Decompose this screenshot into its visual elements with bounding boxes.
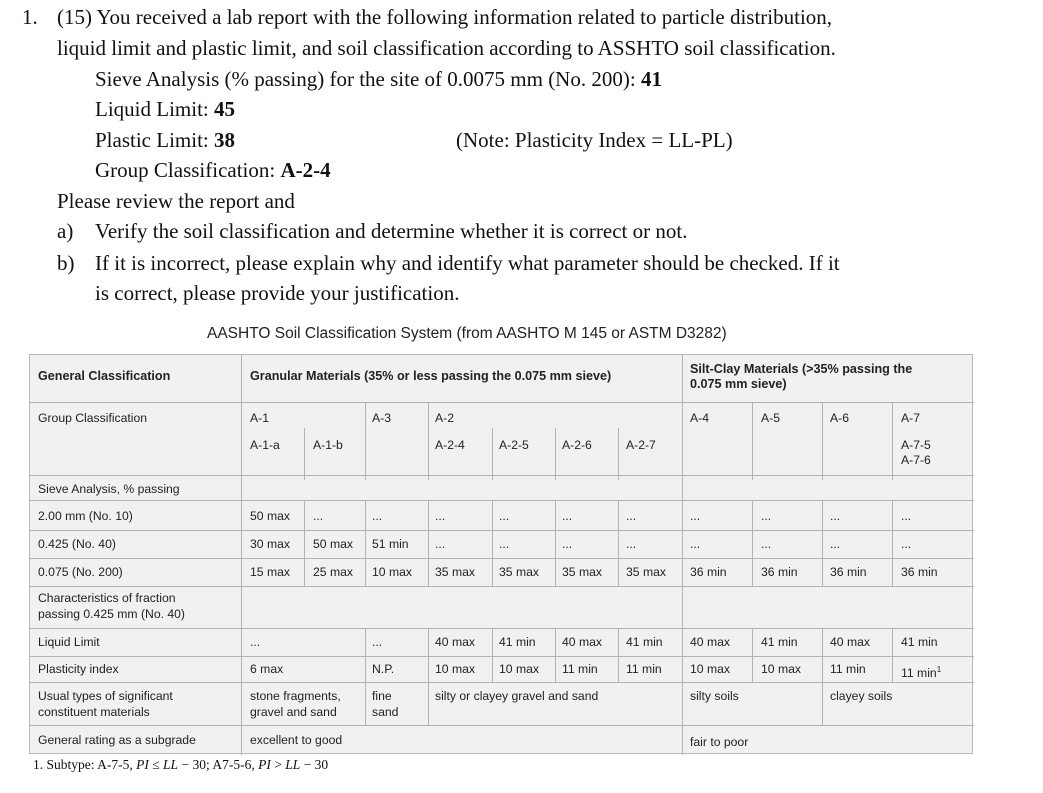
footnote-mark: 1 [936, 665, 942, 674]
plastic-limit-line [95, 125, 235, 155]
header-silt-clay-line-1: Silt-Clay Materials (>35% passing the [690, 362, 913, 376]
table-cell: 10 max [499, 662, 539, 676]
aashto-classification-table [29, 354, 973, 754]
footnote-ll: LL [163, 757, 179, 772]
group-a26: A-2-6 [562, 438, 592, 452]
sieve-analysis-label: Sieve Analysis, % passing [38, 482, 180, 496]
table-cell: 10 max [690, 662, 730, 676]
table-rule [555, 628, 556, 682]
table-rule [752, 500, 753, 586]
table-cell: 51 min [372, 537, 409, 551]
table-rule [492, 628, 493, 682]
table-rule [365, 628, 366, 725]
table-cell [901, 662, 941, 681]
table-rule [428, 628, 429, 725]
cell-value: 11 min [901, 666, 937, 681]
table-rule [618, 428, 619, 480]
table-footnote [33, 757, 328, 773]
characteristics-label-1: Characteristics of fraction [38, 591, 176, 605]
table-rule [892, 500, 893, 586]
table-cell: ... [499, 537, 510, 551]
table-cell: 41 min [499, 635, 536, 649]
table-cell: ... [901, 537, 912, 551]
table-cell: 35 max [562, 565, 602, 579]
table-cell: 11 min [562, 662, 598, 676]
group-a5: A-5 [761, 411, 780, 425]
footnote-op: ≤ [148, 757, 164, 772]
table-cell: 15 max [250, 565, 290, 579]
table-rule [555, 500, 556, 586]
sieve-analysis-line [95, 64, 662, 94]
table-cell: ... [626, 509, 637, 523]
usual-types-label-1: Usual types of significant [38, 689, 173, 703]
clayey-soils: clayey soils [830, 689, 893, 703]
stone-fragments-2: gravel and sand [250, 705, 337, 719]
group-a1a: A-1-a [250, 438, 280, 452]
table-cell: 30 max [250, 537, 290, 551]
review-line: Please review the report and [57, 189, 295, 213]
table-rule [752, 402, 753, 480]
table-cell: 6 max [250, 662, 284, 676]
table-cell: 40 max [435, 635, 475, 649]
table-cell: 50 max [313, 537, 353, 551]
plastic-limit-label: Plastic Limit: [95, 128, 214, 152]
table-cell: 40 max [690, 635, 730, 649]
stone-fragments-1: stone fragments, [250, 689, 341, 703]
row-label: Plasticity index [38, 662, 119, 676]
fine-sand-2: sand [372, 705, 399, 719]
table-cell: ... [761, 509, 772, 523]
table-rule [892, 402, 893, 480]
group-a6: A-6 [830, 411, 849, 425]
table-cell: ... [372, 509, 383, 523]
general-rating-label: General rating as a subgrade [38, 733, 196, 747]
footnote-end: − 30 [300, 757, 329, 772]
table-rule [822, 402, 823, 480]
table-rule [304, 428, 305, 480]
table-rule [428, 402, 429, 480]
table-rule [555, 428, 556, 480]
table-rule [618, 628, 619, 682]
table-rule [365, 500, 366, 586]
table-cell: 36 min [761, 565, 798, 579]
rating-good: excellent to good [250, 733, 343, 747]
table-cell: ... [435, 537, 446, 551]
table-cell: ... [690, 509, 701, 523]
table-cell: 10 max [372, 565, 412, 579]
table-cell: ... [830, 537, 841, 551]
question-line-1: (15) You received a lab report with the following information related to particle distribution, [57, 5, 833, 29]
group-classification-line [95, 155, 331, 185]
footnote-op-2: > [270, 757, 286, 772]
table-rule [241, 355, 242, 755]
row-label: 2.00 mm (No. 10) [38, 509, 133, 523]
table-rule [30, 500, 974, 501]
table-rule [822, 628, 823, 725]
table-rule [492, 428, 493, 480]
group-a4: A-4 [690, 411, 709, 425]
footnote-ll-2: LL [285, 757, 301, 772]
table-cell: 25 max [313, 565, 353, 579]
table-rule [822, 500, 823, 586]
group-classification-value: A-2-4 [280, 158, 331, 182]
group-classification-label: Group Classification [38, 411, 148, 425]
header-silt-clay-line-2: 0.075 mm sieve) [690, 377, 787, 391]
table-cell: 41 min [901, 635, 938, 649]
table-cell: 35 max [435, 565, 475, 579]
table-cell: 41 min [761, 635, 798, 649]
table-rule [428, 500, 429, 586]
rating-poor: fair to poor [690, 735, 749, 749]
table-rule [752, 628, 753, 682]
group-a7: A-7 [901, 411, 920, 425]
part-a-text: Verify the soil classification and determine whether it is correct or not. [95, 219, 688, 243]
table-cell: 10 max [435, 662, 475, 676]
table-cell: 40 max [562, 635, 602, 649]
table-cell: N.P. [372, 662, 395, 676]
header-granular-materials: Granular Materials (35% or less passing the 0.075 mm sieve) [250, 369, 612, 383]
table-cell: ... [562, 537, 573, 551]
group-classification-label: Group Classification: [95, 158, 281, 182]
table-rule [30, 682, 974, 683]
usual-types-label-2: constituent materials [38, 705, 150, 719]
table-cell: 35 max [626, 565, 666, 579]
table-cell: ... [435, 509, 446, 523]
table-cell: ... [499, 509, 510, 523]
liquid-limit-value: 45 [214, 97, 235, 121]
part-b-text-1: If it is incorrect, please explain why and identify what parameter should be checked. If it [95, 251, 840, 275]
row-label: 0.425 (No. 40) [38, 537, 116, 551]
liquid-limit-label: Liquid Limit: [95, 97, 214, 121]
group-a24: A-2-4 [435, 438, 465, 452]
plastic-limit-value: 38 [214, 128, 235, 152]
row-label: Liquid Limit [38, 635, 100, 649]
row-label: 0.075 (No. 200) [38, 565, 123, 579]
table-title: AASHTO Soil Classification System (from AASHTO M 145 or ASTM D3282) [207, 325, 727, 342]
table-cell: 50 max [250, 509, 290, 523]
table-cell: ... [562, 509, 573, 523]
footnote-mid: − 30; A7-5-6, [178, 757, 259, 772]
header-general-classification: General Classification [38, 369, 171, 383]
table-rule [682, 355, 683, 755]
table-cell: 36 min [901, 565, 938, 579]
table-rule [30, 558, 974, 559]
table-cell: ... [626, 537, 637, 551]
table-cell: 36 min [690, 565, 727, 579]
group-a1: A-1 [250, 411, 269, 425]
sieve-analysis-value: 41 [640, 67, 662, 91]
table-rule [30, 725, 974, 726]
table-cell: ... [901, 509, 912, 523]
table-cell: 36 min [830, 565, 867, 579]
table-rule [30, 656, 974, 657]
footnote-prefix: 1. Subtype: A-7-5, [33, 757, 137, 772]
fine-sand-1: fine [372, 689, 392, 703]
group-a3: A-3 [372, 411, 391, 425]
table-cell: ... [372, 635, 383, 649]
table-rule [365, 402, 366, 480]
group-a25: A-2-5 [499, 438, 529, 452]
group-a1b: A-1-b [313, 438, 343, 452]
part-b-label: b) [57, 251, 75, 275]
part-a-label: a) [57, 219, 74, 243]
plasticity-note: (Note: Plasticity Index = LL-PL) [456, 128, 733, 152]
liquid-limit-line [95, 94, 235, 124]
table-rule [30, 475, 974, 476]
table-rule [30, 586, 974, 587]
silty-clayey-gravel: silty or clayey gravel and sand [435, 689, 599, 703]
table-cell: 35 max [499, 565, 539, 579]
footnote-pi: PI [136, 757, 149, 772]
group-a27: A-2-7 [626, 438, 656, 452]
table-rule [30, 628, 974, 629]
silty-soils: silty soils [690, 689, 739, 703]
table-cell: 41 min [626, 635, 663, 649]
table-cell: 40 max [830, 635, 870, 649]
group-a2: A-2 [435, 411, 454, 425]
table-cell: 10 max [761, 662, 801, 676]
question-line-2: liquid limit and plastic limit, and soil classification according to ASSHTO soil classification. [57, 36, 836, 60]
part-b-text-2: is correct, please provide your justification. [95, 281, 460, 305]
table-rule [30, 402, 974, 403]
group-a76: A-7-6 [901, 453, 931, 467]
table-rule [492, 500, 493, 586]
footnote-pi-2: PI [258, 757, 271, 772]
table-rule [618, 500, 619, 586]
table-rule [892, 628, 893, 682]
table-cell: ... [830, 509, 841, 523]
sieve-analysis-label: Sieve Analysis (% passing) for the site of 0.0075 mm (No. 200): [95, 67, 641, 91]
table-cell: ... [313, 509, 324, 523]
table-cell: 11 min [830, 662, 866, 676]
group-a75: A-7-5 [901, 438, 931, 452]
question-number: 1. [22, 5, 38, 29]
table-rule [30, 530, 974, 531]
table-rule [304, 500, 305, 586]
table-cell: ... [761, 537, 772, 551]
table-cell: ... [250, 635, 261, 649]
table-cell: ... [690, 537, 701, 551]
characteristics-label-2: passing 0.425 mm (No. 40) [38, 607, 185, 621]
table-cell: 11 min [626, 662, 662, 676]
